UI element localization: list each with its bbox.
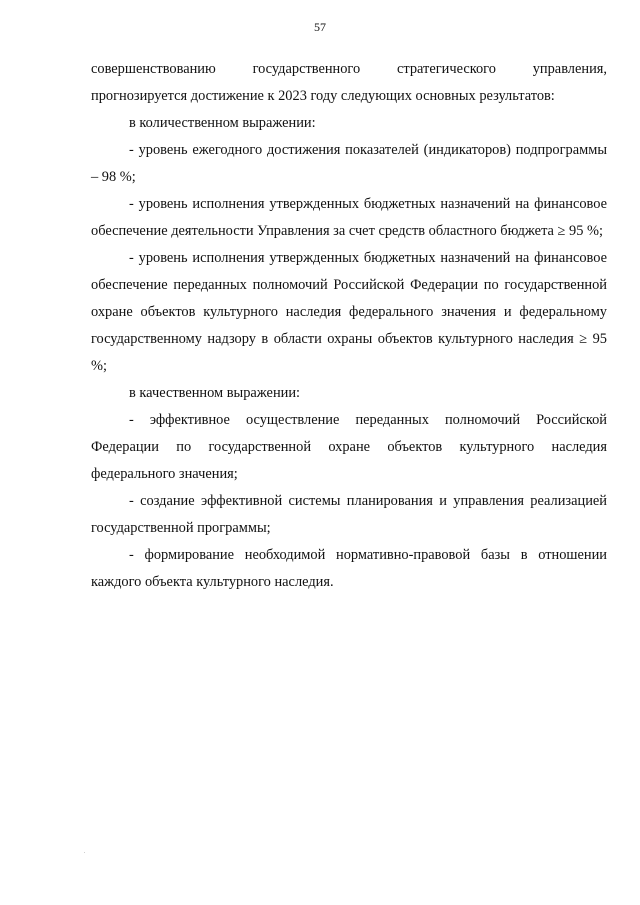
paragraph-intro: совершенствованию государственного стратегического управления, прогнозируется достижение к 2023 году следующих основных результатов: [91,61,607,104]
list-item-regional-budget: - уровень исполнения утвержденных бюджетных назначений на финансовое обеспечение деятельности Управления за счет средств областного бюджета ≥ 95 %; [91,196,607,239]
list-item-federal-powers-budget: - уровень исполнения утвержденных бюджетных назначений на финансовое обеспечение переданных полномочий Российской Федерации по государственной охране объектов культурного наследия федерального значения и федеральному государственному надзору в области охраны объектов культурного наследия ≥ 95 %; [91,250,607,374]
document-body [91,56,607,596]
list-item-regulatory-base: - формирование необходимой нормативно-правовой базы в отношении каждого объекта культурного наследия. [91,547,607,590]
paragraph-quantitative-heading: в количественном выражении: [129,115,316,131]
page-number: 57 [314,20,326,34]
list-item-effective-powers: - эффективное осуществление переданных полномочий Российской Федерации по государственной охране объектов культурного наследия федерального значения; [91,412,607,482]
list-item-planning-system: - создание эффективной системы планирования и управления реализацией государственной программы; [91,493,607,536]
scan-speck [84,852,85,853]
paragraph-qualitative-heading: в качественном выражении: [129,385,301,401]
list-item-indicators: - уровень ежегодного достижения показателей (индикаторов) подпрограммы – 98 %; [91,142,607,185]
